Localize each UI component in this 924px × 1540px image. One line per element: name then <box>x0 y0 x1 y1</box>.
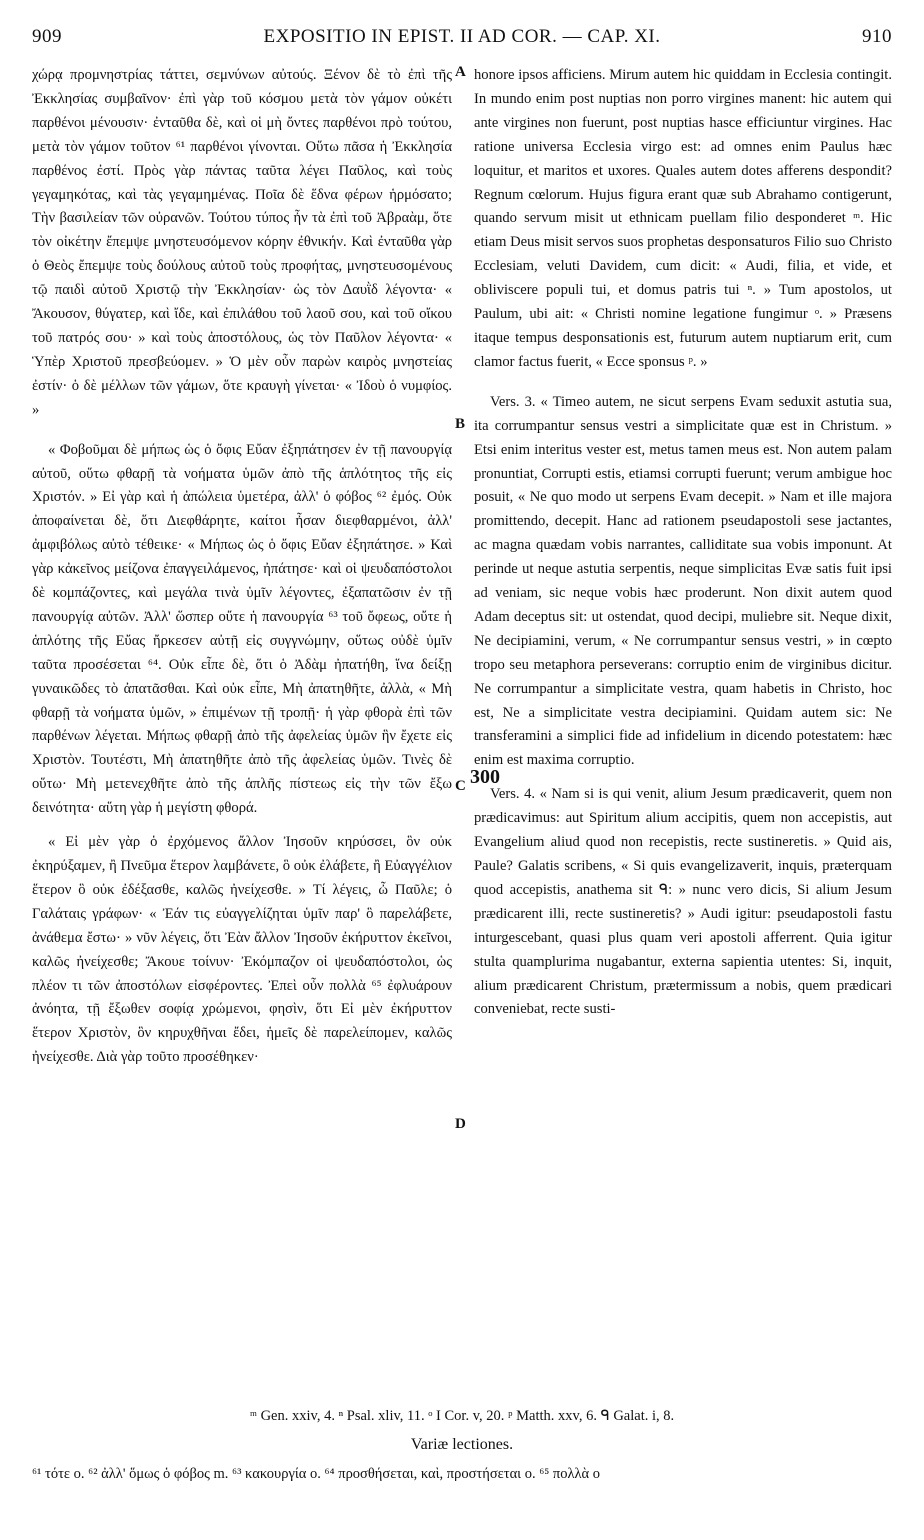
margin-marker-a: A <box>455 64 466 80</box>
latin-paragraph: Vers. 3. « Timeo autem, ne sicut serpens Evam seduxit astutia sua, ita corrumpantur sensus vestri a simplicitate quæ est in Christum. » Etsi enim interitus vester est, metus tamen meus est. Non autem palam pronuntiat, Corrupti estis, etiamsi corrupti fuerunt; verum ambigue hoc posuit, « Ne quo modo ut serpens Evam decepit. » Nam et ille majora promittendo, decepit. Hanc ad rationem pseudapostoli sese jactantes, ac magna quædam vobis narrantes, calliditate sua vobis imponunt. At perinde ut neque astutia serpentis, neque simplicitas Evæ satis fuit ipsi ad veniam, sic neque vobis hæc proderunt. Non dixit autem quod Adam deceptus sit: ut ostendat, quod decipi, muliebre sit. Neque dixit, Ne decipiamini, verum, « Ne corrumpantur sensus vestri, » in cœpto tropo seu metaphora perseverans: corruptio enim de virginibus dicitur. Ne corrumpantur a simplicitate vestra, quam habetis in Christo, hoc est, Ne a simplicitate vestra decipiamini. Quidam autem sic: Ne transferamini a simplici fide ad infidelium in dicendo potestatem: hæc enim est maxima corruptio. <box>474 393 892 769</box>
greek-paragraph: χώρᾳ προμνηστρίας τάττει, σεμνύνων αὐτούς. Ξένον δὲ τὸ ἐπὶ τῆς Ἐκκλησίας συμβαῖνον· ἐπὶ γὰρ τοῦ κόσμου μετὰ τὸν γάμον οὐκέτι παρθένοι μένουσιν· ἐνταῦθα δὲ, καὶ οἱ μὴ ὄντες παρθένοι πρὸ τούτου, μετὰ τὸν γάμον τοῦτον ⁶¹ παρθένοι γίνονται. Οὕτω πᾶσα ἡ Ἐκκλησία παρθένος ἐστί. Πρὸς γὰρ πάντας ταῦτα λέγει Παῦλος, καὶ τοὺς γεγαμηκότας, καὶ τὰς γεγαμημένας. Ποῖα δὲ ἕδνα φέρων ἡρμόσατο; Τὴν βασιλείαν τῶν οὐρανῶν. Τούτου τύπος ἦν τὰ ἐπὶ τοῦ Ἀβραὰμ, ὅτε τὸν οἰκέτην ἔπεμψε μνηστευσόμενον κόρην ἐθνικήν. Καὶ ἐνταῦθα γὰρ ὁ Θεὸς ἔπεμψε τοὺς δούλους αὐτοῦ τοὺς προφήτας, μνηστευσομένους τῷ παιδὶ αὐτοῦ Χριστῷ τὴν Ἐκκλησίαν· ὡς τὸν Δαυῒδ λέγοντα· « Ἄκουσον, θύγατερ, καὶ ἴδε, καὶ ἐπιλάθου τοῦ λαοῦ σου, καὶ τοῦ οἴκου τοῦ πατρός σου· » καὶ τοὺς ἀποστόλους, ὡς τὸν Παῦλον λέγοντα· « Ὑπὲρ Χριστοῦ πρεσβεύομεν. » Ὁ μὲν οὖν παρὼν καιρὸς μνηστείας ἐστίν· ὁ δὲ μέλλων τῶν γάμων, ὅτε κραυγὴ γίνεται· « Ἰδοὺ ὁ νυμφίος. » <box>32 67 452 418</box>
latin-paragraph: honore ipsos afficiens. Mirum autem hic quiddam in Ecclesia contingit. In mundo enim post nuptias non porro virgines manent: hic autem qui ante virgines non fuerunt, post nuptias hasce efficiuntur virgines. Hac ratione universa Ecclesia virgo est: ad omnes enim Paulus hæc loquitur, et maritos et uxores. Quales autem dotes afferens despondit? Regnum cœlorum. Hujus figura erant quæ sub Abrahamo contigerunt, quando servum misit ut ethnicam puellam filio desponderet ᵐ. Hic etiam Deus misit servos suos prophetas desponsaturos Filio suo Christo Ecclesiam, veluti Davidem, cum dicit: « Audi, filia, et vide, et obliviscere populi tui, et domus patris tui ⁿ. » Tum apostolos, ut Paulum, ubi ait: « Christi nomine legatione fungimur ᵒ. » Præsens itaque tempus desponsationis est, futurum autem nuptiarum erit, cum clamor factus fuerit, « Ecce sponsus ᵖ. » <box>474 67 892 370</box>
scripture-references: ᵐ Gen. xxiv, 4. ⁿ Psal. xliv, 11. ᵒ I Cor. v, 20. ᵖ Matth. xxv, 6. ᑫ Galat. i, 8. <box>249 1408 675 1424</box>
margin-marker-d: D <box>455 1116 466 1132</box>
margin-marker-c: C <box>455 778 466 794</box>
greek-paragraph: « Φοβοῦμαι δὲ μήπως ὡς ὁ ὄφις Εὔαν ἐξηπάτησεν ἐν τῇ πανουργίᾳ αὐτοῦ, οὕτω φθαρῇ τὰ νοήματα ὑμῶν ἀπὸ τῆς ἁπλότητος τῆς εἰς Χριστόν. » Εἰ γὰρ καὶ ἡ ἀπώλεια ὑμετέρα, ἀλλ' ὁ φόβος ⁶² ἐμός. Οὐκ ἀποφαίνεται δὲ, ὅτι Διεφθάρητε, καίτοι ἦσαν διεφθαρμένοι, ἀλλ' ἀμφιβόλως αὐτὸ τέθεικε· « Μήπως ὡς ὁ ὄφις Εὔαν ἐξηπάτησε. » Καὶ γὰρ κἀκεῖνος μείζονα ἐπαγγειλάμενος, ἠπάτησε· καὶ οἱ ψευδαπόστολοι δὲ κομπάζοντες, καὶ μεγάλα τινὰ ὑμῖν λέγοντες, ἐξαπατῶσιν ἐν τῇ πανουργίᾳ αὐτῶν. Ἀλλ' ὥσπερ οὔτε ἡ πανουργία ⁶³ τοῦ ὄφεως, οὔτε ἡ ἁπλότης τῆς Εὔας ἤρκεσεν αὐτῇ εἰς συγγνώμην, οὕτως οὐδὲ ὑμῖν ταῦτα προσέσεται ⁶⁴. Οὐκ εἶπε δὲ, ὅτι ὁ Ἀδὰμ ἠπατήθη, ἵνα δείξῃ γυναικῶδες τὸ ἀπατᾶσθαι. Καὶ οὐκ εἶπε, Μὴ ἀπατηθῆτε, ἀλλὰ, « Μὴ φθαρῇ τὰ νοήματα ὑμῶν, » ἐπιμένων τῇ τροπῇ· ἡ γὰρ φθορὰ ἐπὶ τῶν παρθένων λέγεται. Μήπως φθαρῇ ἀπὸ τῆς ἀφελείας ὑμῶν ἣν ἔχετε εἰς Χριστὸν. Τουτέστι, Μὴ ἀπατηθῆτε ἀπὸ τῆς ἀφελείας ὑμῶν. Τινὲς δὲ οὕτω· Μὴ μετενεχθῆτε ἀπὸ τῆς ἁπλῆς πίστεως εἰς τὴν τῶν ἔξω δεινότητα· αὕτη γὰρ ἡ μεγίστη φθορά. <box>32 441 452 817</box>
greek-paragraph: « Εἰ μὲν γὰρ ὁ ἐρχόμενος ἄλλον Ἰησοῦν κηρύσσει, ὃν οὐκ ἐκηρύξαμεν, ἢ Πνεῦμα ἕτερον λαμβάνετε, ὃ οὐκ ἐλάβετε, ἢ Εὐαγγέλιον ἕτερον ὃ οὐκ ἐδέξασθε, καλῶς ἠνείχεσθε. » Τί λέγεις, ὦ Παῦλε; ὁ Γαλάταις γράφων· « Ἐάν τις εὐαγγελίζηται ὑμῖν παρ' ὃ παρελάβετε, ἀνάθεμα ἔστω· » νῦν λέγεις, ὅτι Ἐὰν ἄλλον Ἰησοῦν ἐκήρυττον ἐκεῖνοι, καλῶς ἠνείχεσθε; Ἄκουε τοίνυν· Ἐκόμπαζον οἱ ψευδαπόστολοι, ὡς πλέον τι τῶν ἀποστόλων εἰσφέροντες. Ἐπεὶ οὖν πολλὰ ⁶⁵ ἐφλυάρουν ἀνόητα, τῇ ἔξωθεν σοφίᾳ χρώμενοι, φησὶν, ὅτι Εἰ μὲν ἐκήρυττον ἕτερον Χριστὸν, ὃν κηρυχθῆναι ἔδει, ἡμεῖς δὲ παρελείπομεν, καλῶς ἠνείχεσθε. Διὰ γὰρ τοῦτο προσέθηκεν· <box>32 834 452 1066</box>
greek-column <box>32 64 452 1070</box>
margin-marker-b: B <box>455 416 466 432</box>
latin-paragraph: Vers. 4. « Nam si is qui venit, alium Jesum prædicaverit, quem non prædicavimus: aut Spiritum alium accipitis, quem non accepistis, aut Evangelium aliud quod non recepistis, recte sustineretis. » Quid ais, Paule? Galatis scribens, « Si quis evangelizaverit, inquis, præterquam quod accepistis, anathema sit ᑫ: » nunc vero dicis, Si alium Jesum prædicarent illi, recte sustineretis? » Audi igitur: pseudapostoli fastu inturgescebant, quasi plus quam veri apostoli afferrent. Quia igitur stulta quamplurima nugabantur, externa sapientia utentes: Si, inquit, alium prædicarent Christum, prætermissum a nobis, quem prædicari conveniebat, recte susti- <box>474 786 892 1018</box>
page-number-right: 910 <box>862 26 892 47</box>
page-number-left: 909 <box>32 26 62 47</box>
running-title: EXPOSITIO IN EPIST. II AD COR. — CAP. XI. <box>263 26 661 47</box>
column-number: 300 <box>470 766 500 788</box>
latin-column <box>474 64 892 1022</box>
variants-heading: Variæ lectiones. <box>410 1436 514 1453</box>
running-header <box>32 26 892 54</box>
variant-readings: ⁶¹ τότε ο. ⁶² ἀλλ' ὅμως ὁ φόβος m. ⁶³ κακουργία ο. ⁶⁴ προσθήσεται, καὶ, προστήσεται ο. ⁶⁵ πολλὰ ο <box>32 1466 601 1482</box>
